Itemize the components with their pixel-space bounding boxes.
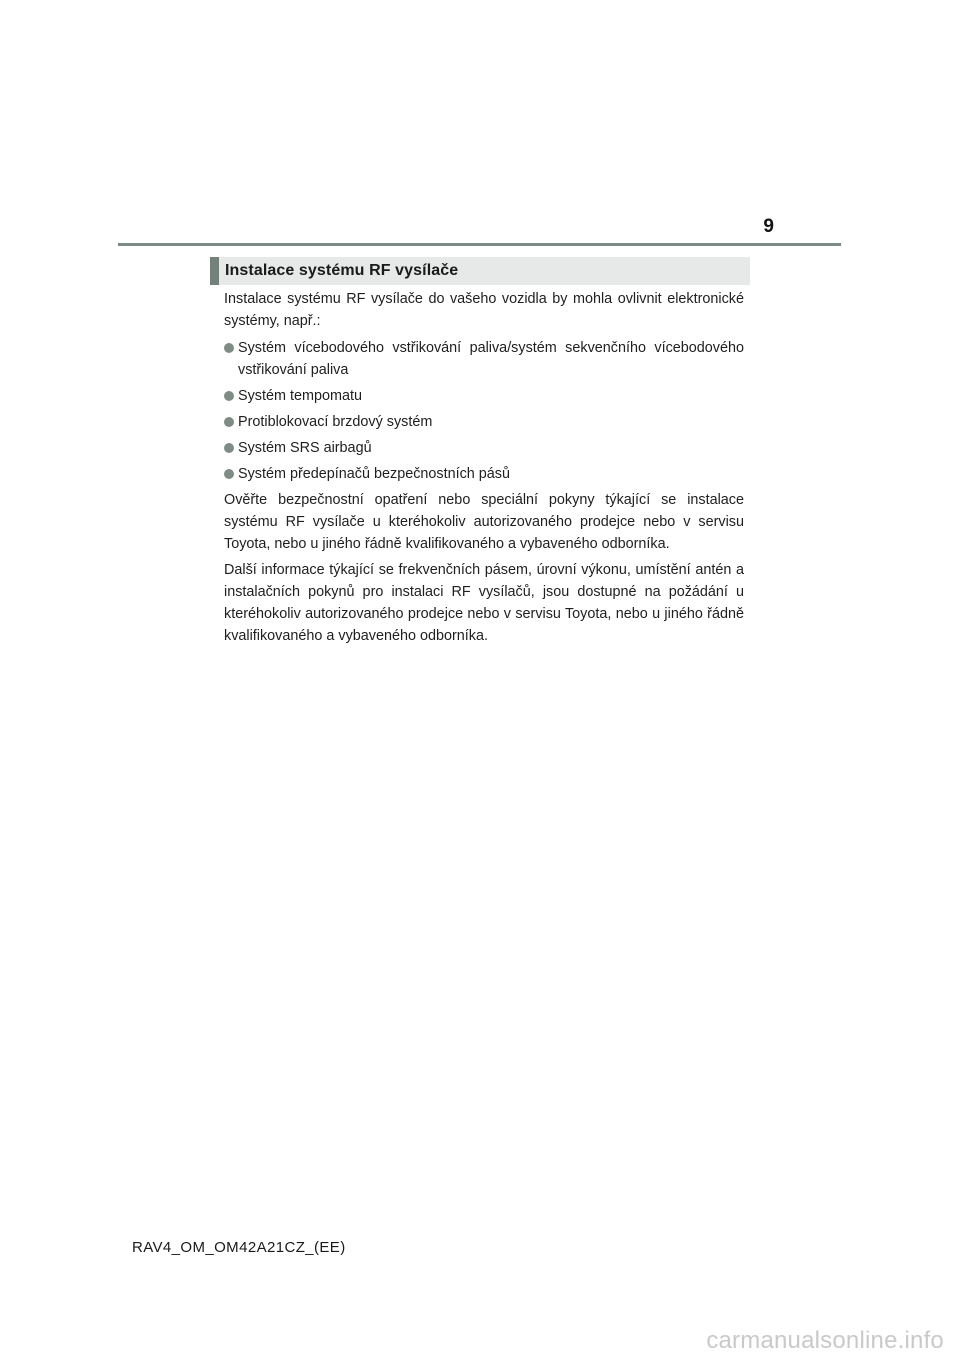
section-heading	[210, 257, 750, 285]
bullet-list	[224, 337, 744, 485]
list-item-text: Systém předepínačů bezpečnostních pásů	[238, 466, 510, 482]
bullet-icon	[224, 391, 234, 401]
header-rule	[118, 243, 841, 246]
list-item-text: Systém SRS airbagů	[238, 440, 372, 456]
section-heading-title: Instalace systému RF vysílače	[225, 262, 459, 279]
list-item	[224, 337, 744, 381]
intro-paragraph: Instalace systému RF vysílače do vašeho vozidla by mohla ovlivnit elektronické systémy, např.:	[224, 291, 744, 329]
page-number: 9	[763, 216, 774, 237]
bullet-icon	[224, 417, 234, 427]
list-item	[224, 437, 744, 459]
list-item	[224, 463, 744, 485]
footer-document-id: RAV4_OM_OM42A21CZ_(EE)	[132, 1239, 346, 1256]
body-paragraph-verify: Ověřte bezpečnostní opatření nebo speciální pokyny týkající se instalace systému RF vysílače u kteréhokoliv autorizovaného prodejce nebo v servisu Toyota, nebo u jiného řádně kvalifikovaného a vybaveného odborníka.	[224, 492, 744, 552]
list-item	[224, 411, 744, 433]
list-item	[224, 385, 744, 407]
list-item-text: Systém tempomatu	[238, 388, 362, 404]
list-item-text: Systém vícebodového vstřikování paliva/systém sekvenčního vícebodového vstřikování paliva	[238, 340, 744, 378]
body-paragraph-info: Další informace týkající se frekvenčních pásem, úrovní výkonu, umístění antén a instalačních pokynů pro instalaci RF vysílačů, jsou dostupné na požádání u kteréhokoliv autorizovaného prodejce nebo v servisu Toyota, nebo u jiného řádně kvalifikovaného a vybaveného odborníka.	[224, 562, 744, 644]
bullet-icon	[224, 343, 234, 353]
section-content	[224, 288, 744, 651]
list-item-text: Protiblokovací brzdový systém	[238, 414, 433, 430]
watermark-text: carmanualsonline.info	[706, 1327, 944, 1354]
bullet-icon	[224, 469, 234, 479]
bullet-icon	[224, 443, 234, 453]
